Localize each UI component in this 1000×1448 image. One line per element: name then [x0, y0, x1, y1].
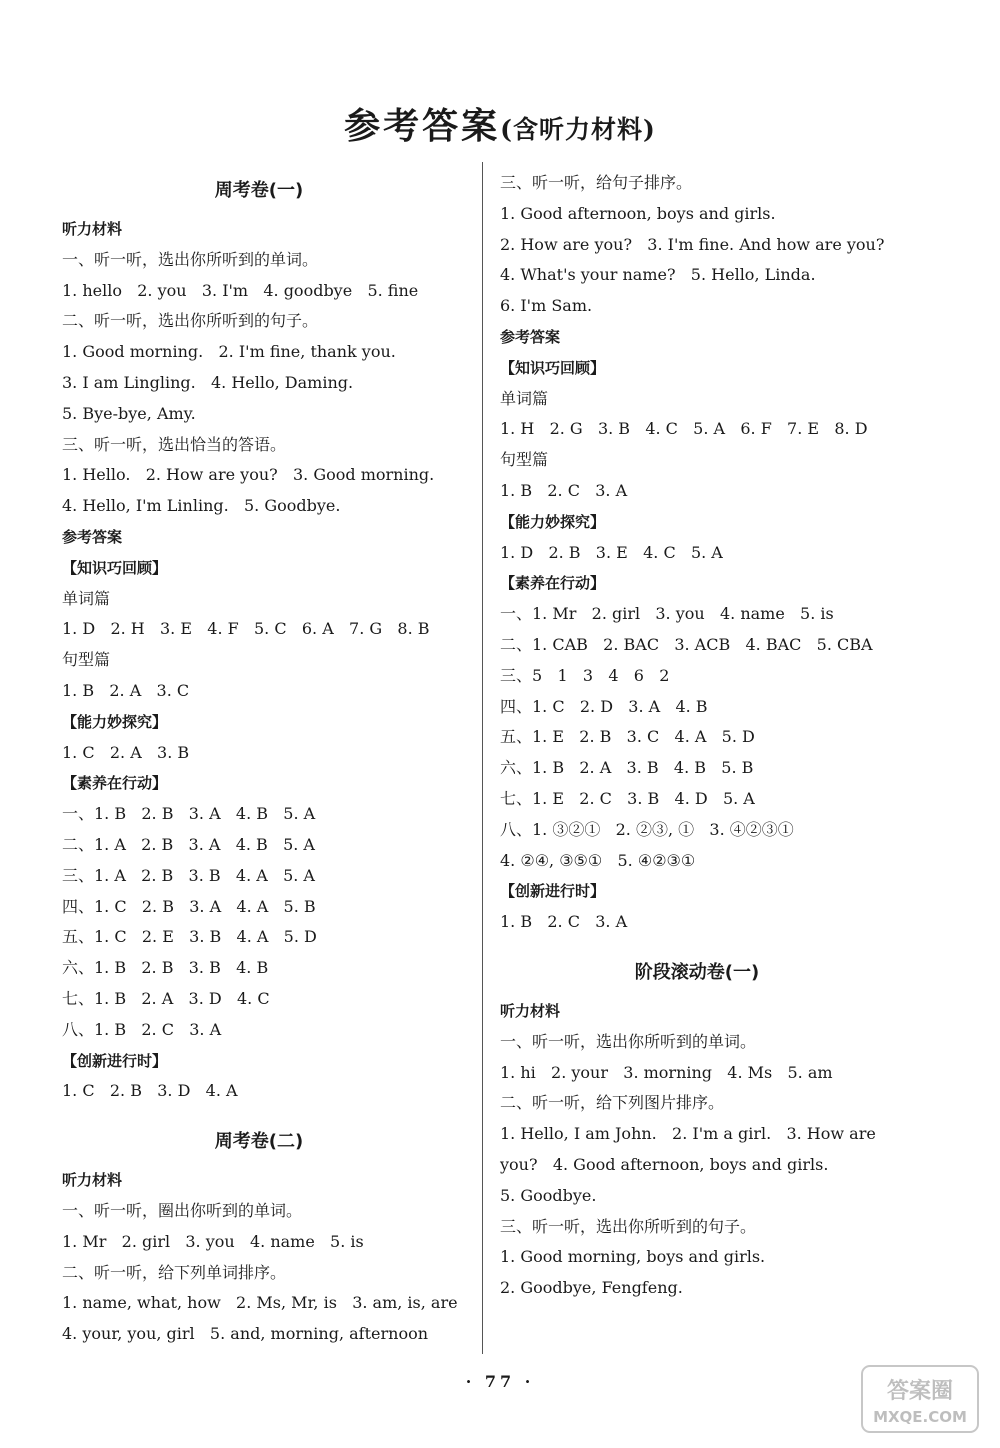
- right-answer-line: 1. Hello, I am John. 2. I'm a girl. 3. How are: [500, 1124, 876, 1144]
- right-answer-line: 6. I'm Sam.: [500, 296, 593, 316]
- watermark-logo: [860, 1364, 980, 1434]
- right-answer-line: 5. Goodbye.: [500, 1185, 597, 1205]
- left-answer-line: 一、听一听，圈出你听到的单词。: [62, 1200, 303, 1220]
- left-section-label: 参考答案: [62, 527, 123, 546]
- left-answer-line: 五、1. C 2. E 3. B 4. A 5. D: [62, 927, 317, 947]
- right-answer-line: 二、听一听，给下列图片排序。: [500, 1093, 725, 1113]
- left-exam-heading: 周考卷(一): [214, 180, 304, 201]
- right-answer-line: 四、1. C 2. D 3. A 4. B: [500, 696, 708, 716]
- right-answer-line: 三、听一听，选出你所听到的句子。: [500, 1216, 757, 1236]
- right-answer-line: 五、1. E 2. B 3. C 4. A 5. D: [500, 727, 755, 747]
- right-answer-line: 一、1. Mr 2. girl 3. you 4. name 5. is: [500, 604, 834, 624]
- right-answer-line: 七、1. E 2. C 3. B 4. D 5. A: [500, 788, 755, 808]
- right-section-label: 【知识巧回顾】: [500, 358, 606, 377]
- title-sub: (含听力材料): [500, 115, 656, 144]
- left-answer-line: 六、1. B 2. B 3. B 4. B: [62, 958, 269, 978]
- left-answer-line: 三、听一听，选出恰当的答语。: [62, 434, 287, 454]
- left-section-label: 【知识巧回顾】: [62, 558, 168, 577]
- left-exam-heading: 周考卷(二): [214, 1131, 304, 1153]
- right-answer-line: 1. D 2. B 3. E 4. C 5. A: [500, 542, 723, 562]
- right-answer-line: 1. hi 2. your 3. morning 4. Ms 5. am: [500, 1062, 833, 1082]
- title-main: 参考答案: [344, 105, 501, 147]
- left-answer-line: 1. Good morning. 2. I'm fine, thank you.: [62, 342, 396, 362]
- right-answer-line: 二、1. CAB 2. BAC 3. ACB 4. BAC 5. CBA: [500, 634, 873, 654]
- left-answer-line: 1. C 2. A 3. B: [62, 742, 190, 762]
- left-answer-line: 七、1. B 2. A 3. D 4. C: [62, 988, 270, 1008]
- right-answer-line: 4. What's your name? 5. Hello, Linda.: [500, 265, 816, 285]
- right-answer-line: 2. How are you? 3. I'm fine. And how are you?: [500, 234, 885, 254]
- right-column: [500, 168, 930, 1304]
- right-answer-line: 1. H 2. G 3. B 4. C 5. A 6. F 7. E 8. D: [500, 419, 868, 439]
- right-exam-heading: 阶段滚动卷(一): [634, 961, 760, 983]
- left-answer-line: 句型篇: [62, 650, 111, 670]
- left-answer-line: 1. Mr 2. girl 3. you 4. name 5. is: [62, 1231, 364, 1251]
- watermark-text-main: 答案圈: [886, 1379, 954, 1404]
- left-answer-line: 一、听一听，选出你所听到的单词。: [62, 249, 319, 269]
- left-answer-line: 1. hello 2. you 3. I'm 4. goodbye 5. fine: [62, 280, 419, 300]
- right-answer-line: 三、5 1 3 4 6 2: [500, 665, 670, 685]
- right-section-label: 【素养在行动】: [500, 574, 606, 593]
- left-answer-line: 1. D 2. H 3. E 4. F 5. C 6. A 7. G 8. B: [62, 619, 430, 639]
- left-section-label: 听力材料: [62, 1171, 123, 1190]
- watermark-text-sub: MXQE.COM: [873, 1408, 967, 1426]
- right-answer-line: 1. B 2. C 3. A: [500, 480, 628, 500]
- right-section-label: 参考答案: [500, 327, 561, 346]
- left-answer-line: 1. B 2. A 3. C: [62, 680, 190, 700]
- right-answer-line: 1. Good afternoon, boys and girls.: [500, 203, 776, 223]
- right-answer-line: 句型篇: [500, 450, 549, 470]
- left-section-label: 【素养在行动】: [62, 774, 168, 793]
- right-answer-line: 一、听一听，选出你所听到的单词。: [500, 1031, 757, 1051]
- left-answer-line: 5. Bye-bye, Amy.: [62, 403, 196, 423]
- right-answer-line: 2. Goodbye, Fengfeng.: [500, 1278, 683, 1298]
- right-answer-line: 1. Good morning, boys and girls.: [500, 1247, 766, 1267]
- right-answer-line: 八、1. ③②① 2. ②③, ① 3. ④②③①: [500, 819, 794, 839]
- right-answer-line: you? 4. Good afternoon, boys and girls.: [500, 1154, 829, 1174]
- left-column: [62, 168, 492, 1350]
- left-answer-line: 3. I am Lingling. 4. Hello, Daming.: [62, 372, 354, 392]
- left-answer-line: 单词篇: [62, 588, 111, 608]
- left-answer-line: 1. Hello. 2. How are you? 3. Good morning.: [62, 465, 435, 485]
- right-section-label: 【能力妙探究】: [500, 512, 606, 531]
- page-number: · 77 ·: [465, 1372, 535, 1391]
- right-answer-line: 4. ②④, ③⑤① 5. ④②③①: [500, 850, 696, 870]
- left-answer-line: 三、1. A 2. B 3. B 4. A 5. A: [62, 865, 315, 885]
- left-answer-line: 一、1. B 2. B 3. A 4. B 5. A: [62, 804, 316, 824]
- left-answer-line: 四、1. C 2. B 3. A 4. A 5. B: [62, 896, 316, 916]
- right-section-label: 【创新进行时】: [500, 882, 606, 901]
- left-section-label: 【能力妙探究】: [62, 712, 168, 731]
- right-answer-line: 三、听一听，给句子排序。: [500, 173, 693, 192]
- left-answer-line: 二、1. A 2. B 3. A 4. B 5. A: [62, 834, 315, 854]
- right-section-label: 听力材料: [500, 1001, 561, 1020]
- page-title: [0, 98, 1000, 149]
- right-answer-line: 六、1. B 2. A 3. B 4. B 5. B: [500, 758, 754, 778]
- left-answer-line: 二、听一听，给下列单词排序。: [62, 1262, 287, 1282]
- left-answer-line: 4. Hello, I'm Linling. 5. Goodbye.: [62, 496, 341, 516]
- left-answer-line: 二、听一听，选出你所听到的句子。: [62, 311, 319, 331]
- left-answer-line: 八、1. B 2. C 3. A: [62, 1019, 222, 1039]
- right-answer-line: 1. B 2. C 3. A: [500, 912, 628, 932]
- left-answer-line: 1. name, what, how 2. Ms, Mr, is 3. am, is, are: [62, 1293, 458, 1313]
- left-answer-line: 4. your, you, girl 5. and, morning, afternoon: [62, 1324, 429, 1344]
- left-section-label: 听力材料: [62, 220, 123, 238]
- left-answer-line: 1. C 2. B 3. D 4. A: [62, 1081, 238, 1101]
- left-section-label: 【创新进行时】: [62, 1051, 168, 1070]
- right-answer-line: 单词篇: [500, 388, 549, 408]
